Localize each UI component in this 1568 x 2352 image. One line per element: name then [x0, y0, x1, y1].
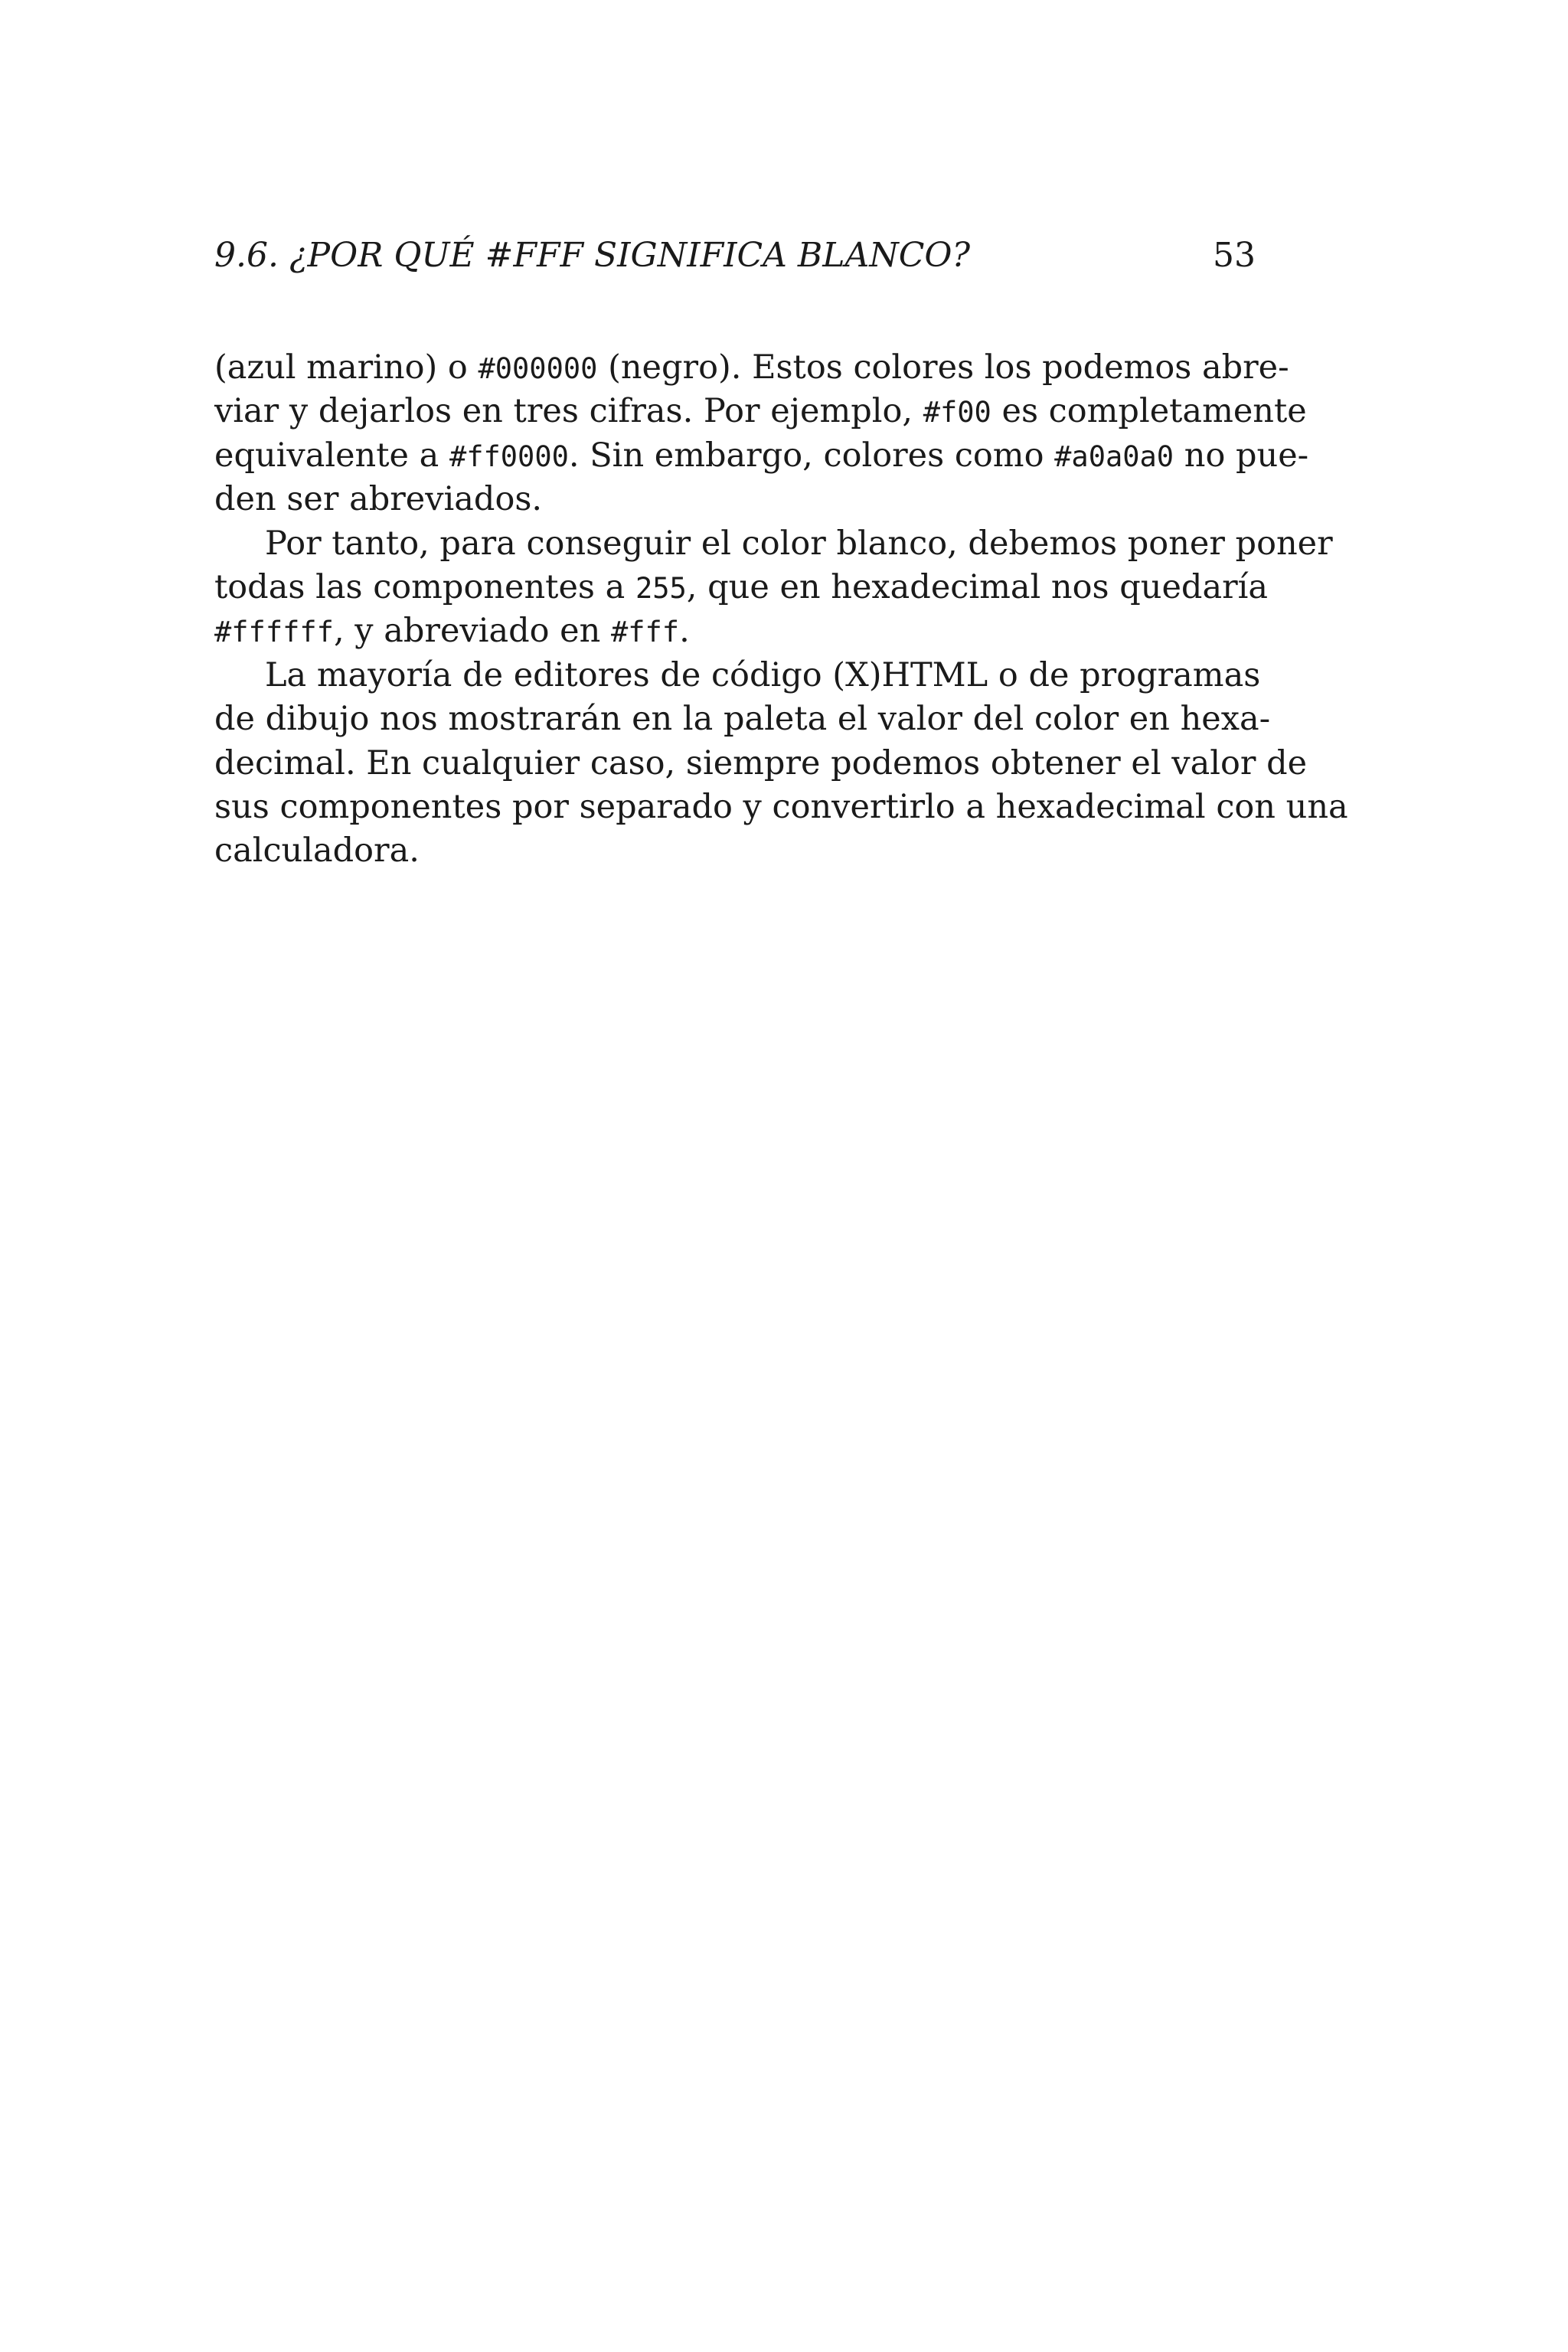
text-run: , y abreviado en: [333, 612, 611, 651]
page-number: 53: [1213, 236, 1256, 275]
text-line: [214, 829, 1256, 873]
text-run: sus componentes por separado y convertirlo a hexadecimal con una: [214, 787, 1348, 826]
text-run: todas las componentes a: [214, 567, 635, 606]
text-run: viar y dejarlos en tres cifras. Por ejemplo,: [214, 392, 923, 431]
paragraph: [214, 522, 1333, 654]
text-line: [214, 478, 1256, 521]
text-line: [214, 786, 1348, 829]
text-line: [214, 742, 1308, 786]
text-run: . Sin embargo, colores como: [568, 436, 1055, 475]
text-line: [214, 697, 1271, 741]
text-run: den ser abreviados.: [214, 480, 543, 519]
text-run: (negro). Estos colores los podemos abre-: [597, 348, 1289, 387]
text-run: de dibujo nos mostrarán en la paleta el valor del color en hexa-: [214, 700, 1271, 739]
code-literal: #000000: [478, 352, 598, 385]
text-run: calculadora.: [214, 831, 420, 871]
code-literal: #ff0000: [449, 439, 569, 473]
section-title: 9.6. ¿POR QUÉ #FFF SIGNIFICA BLANCO?: [214, 236, 971, 275]
text-run: , que en hexadecimal nos quedaría: [686, 567, 1269, 606]
text-run: La mayoría de editores de código (X)HTML o de programas: [265, 655, 1261, 694]
text-run: .: [679, 612, 690, 651]
code-literal: 255: [635, 571, 687, 605]
code-literal: #ffffff: [214, 616, 334, 649]
text-run: Por tanto, para conseguir el color blanco, debemos poner poner: [265, 524, 1333, 563]
code-literal: #f00: [923, 396, 991, 430]
paragraph: [214, 346, 1309, 522]
code-literal: #a0a0a0: [1054, 439, 1174, 473]
text-run: decimal. En cualquier caso, siempre podemos obtener el valor de: [214, 743, 1308, 782]
text-run: no pue-: [1174, 436, 1309, 475]
text-run: es completamente: [991, 392, 1307, 431]
text-line: [214, 609, 1256, 653]
paragraph: [214, 654, 1348, 874]
text-line: [214, 390, 1307, 433]
text-line: [214, 654, 1261, 697]
text-line: [214, 566, 1269, 609]
code-literal: #fff: [610, 616, 680, 649]
text-run: (azul marino) o: [214, 348, 479, 387]
text-line: [214, 346, 1289, 390]
text-line: [214, 434, 1309, 478]
body-text: [214, 346, 1348, 874]
text-line: [214, 522, 1333, 566]
running-header: [214, 233, 1256, 279]
text-run: equivalente a: [214, 436, 449, 475]
